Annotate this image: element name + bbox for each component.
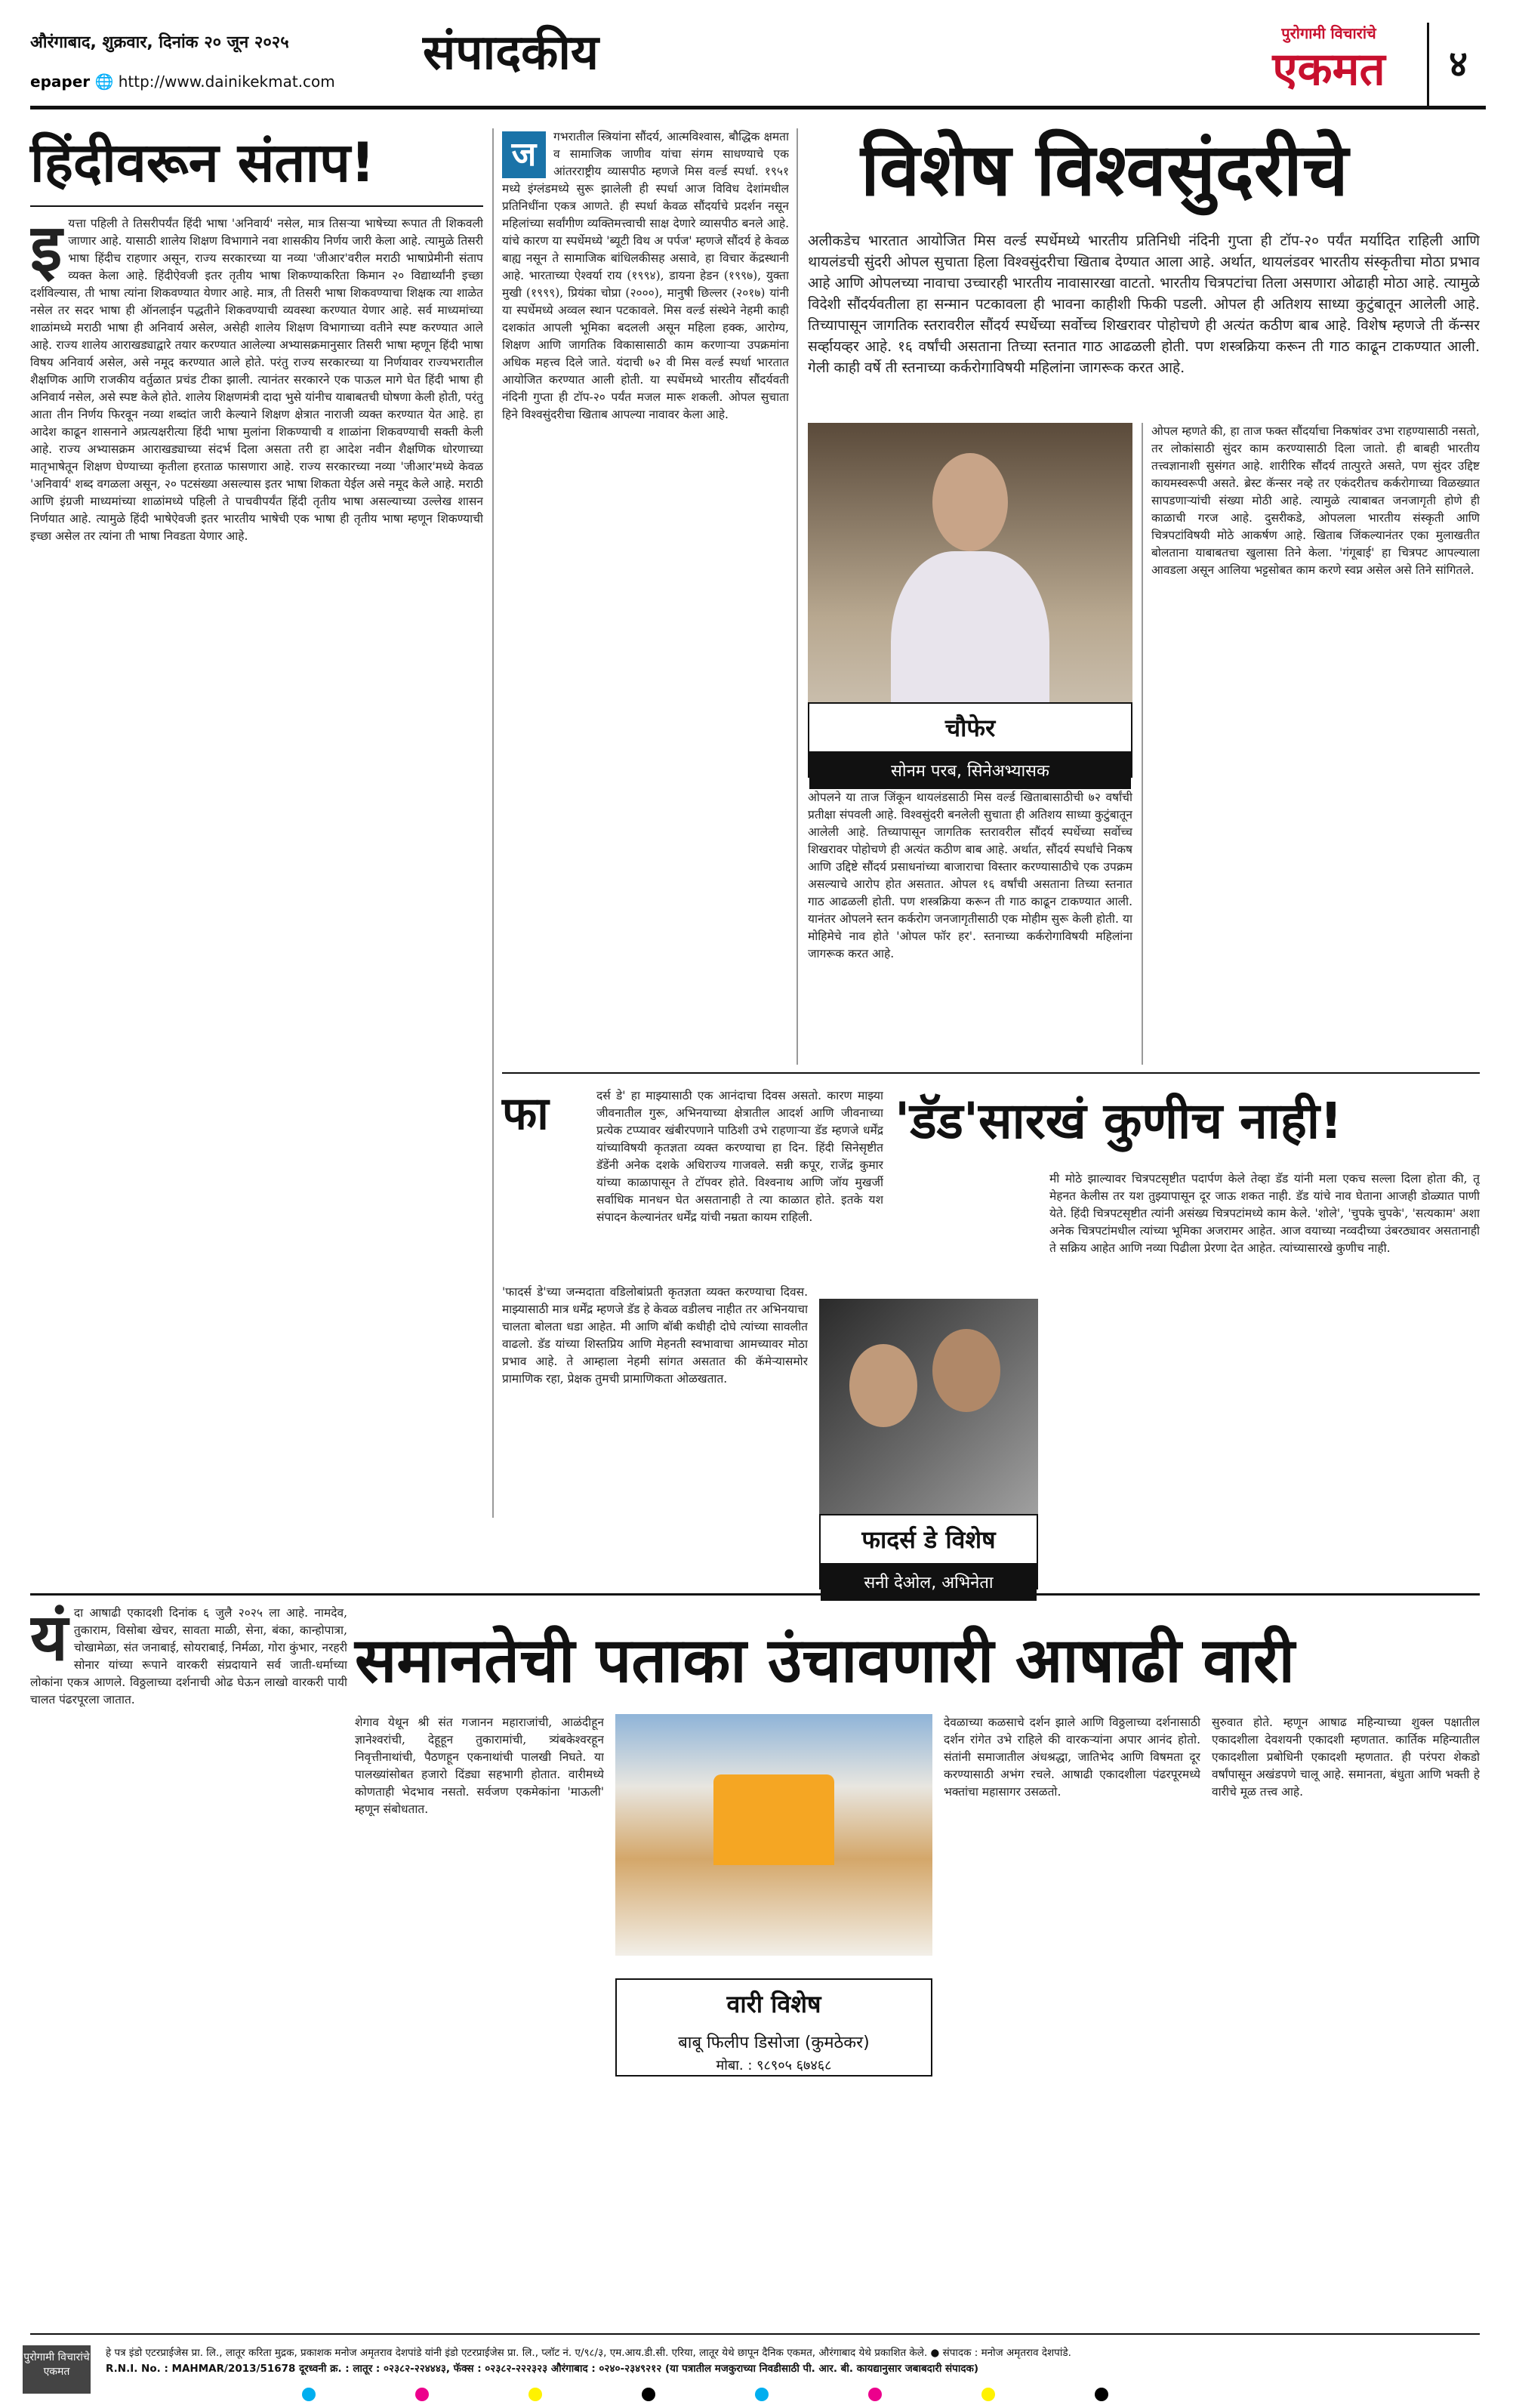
column-divider xyxy=(797,128,798,1065)
page-number: ४ xyxy=(1427,23,1487,106)
headline-fathers-day: 'डॅड'सारखं कुणीच नाही! xyxy=(895,1092,1343,1150)
caption-wari xyxy=(615,1978,932,2077)
section-divider xyxy=(30,1593,1480,1596)
imprint-line2: R.N.I. No. : MAHMAR/2013/51678 दूरध्वनी क्र. : लातूर : ०२३८२-२२४४४३, फॅक्स : ०२३८२-२२२३२३ औरंगाबाद : ०२४०-२३४९२१२ (या पत्रातील मजकुराच्या निवडीसाठी पी. आर. बी. कायद्यानुसार जबाबदारी संपादक) xyxy=(106,2363,979,2375)
dropcap: यं xyxy=(30,1605,68,1676)
masthead-logo xyxy=(1238,23,1419,106)
caption-chaufer xyxy=(808,702,1132,781)
article-hindi-body xyxy=(30,215,483,1529)
article-text: गभरातील स्त्रियांना सौंदर्य, आत्मविश्वास, बौद्धिक क्षमता व सामाजिक जाणीव यांचा संगम साधण्याचे एक आंतरराष्ट्रीय व्यासपीठ म्हणजे मिस वर्ल्ड स्पर्धा. १९५१ मध्ये इंग्लंडमध्ये सुरू झालेली ही स्पर्धा आज विविध देशांमधील प्रतिनिधींना एकत्र आणते. ही स्पर्धा केवळ सौंदर्याचे प्रदर्शन नसून महिलांच्या सर्वांगीण व्यक्तिमत्त्वाची साक्ष देणारे व्यासपीठ बनले आहे. यांचे कारण या स्पर्धेमध्ये 'ब्यूटी विथ अ पर्पज' म्हणजे सौंदर्य हे केवळ बाह्य नसून ते सामाजिक बांधिलकीसह असावे, हा विचार केंद्रस्थानी आहे. भारताच्या ऐश्वर्या राय (१९९४), डायना हेडन (१९९७), युक्ता मुखी (१९९९), प्रियंका चोप्रा (२०००), मानुषी छिल्लर (२०१७) यांनी या स्पर्धेमध्ये अव्वल स्थान पटकावले. मिस वर्ल्ड संस्थेने नेहमी काही दशकांत आपली भूमिका बदलली असून महिला हक्क, आरोग्य, शिक्षण आणि जागतिक विकासासाठी काम करणाऱ्या उपक्रमांना अधिक महत्त्व दिले जाते. यंदाची ७२ वी मिस वर्ल्ड स्पर्धा भारतात आयोजित करण्यात आली होती. या स्पर्धेमध्ये भारतीय सौंदर्यवती नंदिनी गुप्ता ही टॉप-२० पर्यंत मजल मारू शकली. ओपल सुचाता हिने विश्वसुंदरीचा खिताब आपल्या नावावर केला आहे. xyxy=(502,130,789,421)
fathers-col-right: मी मोठे झाल्यावर चित्रपटसृष्टीत पदार्पण केले तेव्हा डॅड यांनी मला एकच सल्ला दिला होता की, तू मेहनत केलीस तर यश तुझ्यापासून दूर जाऊ शकत नाही. डॅड यांचे नाव घेताना आजही डोळ्यात पाणी येते. हिंदी चित्रपटसृष्टीत त्यांनी असंख्य चित्रपटांमध्ये काम केले. 'शोले', 'चुपके चुपके', 'सत्यकाम' अशा अनेक चित्रपटांमधील त्यांच्या भूमिका अजरामर आहेत. आज वयाच्या नव्वदीच्या उंबरठ्यावर असतानाही ते सक्रिय आहेत आणि नव्या पिढीला प्रेरणा देत आहेत. त्यांच्यासारखे कुणीच नाही. xyxy=(1049,1172,1480,1255)
registration-swatch xyxy=(415,2388,429,2401)
registration-swatch xyxy=(1095,2388,1108,2401)
article-text: दा आषाढी एकादशी दिनांक ६ जुलै २०२५ ला आहे. नामदेव, तुकाराम, विसोबा खेचर, सावता माळी, सेना, बंका, कान्होपात्रा, चोखामेळा, संत जनाबाई, सोयराबाई, निर्मळा, गोरा कुंभार, नरहरी सोनार यांच्या रूपाने वारकरी संप्रदायाने सर्व जाती-धर्माच्या लोकांना एकत्र आणले. विठ्ठलाच्या दर्शनाची ओढ घेऊन लाखो वारकरी पायी चालत पंढरपूरला जातात. xyxy=(30,1606,347,1707)
url-text[interactable]: http://www.dainikekmat.com xyxy=(118,72,335,91)
headline-hindi: हिंदीवरून संताप! xyxy=(30,131,375,194)
registration-swatch xyxy=(642,2388,655,2401)
logo-name: एकमत xyxy=(1272,43,1385,96)
section-title: संपादकीय xyxy=(423,25,599,81)
fathers-col-left: 'फादर्स डे'च्या जन्मदाता वडिलोबांप्रती कृतज्ञता व्यक्त करण्याचा दिवस. माझ्यासाठी मात्र धर्मेंद्र म्हणजे डॅड हे केवळ वडीलच नाहीत तर अभिनयाचा चालता बोलता धडा आहेत. मी आणि बॉबी कधीही दोघे त्यांच्या सावलीत वाढलो. डॅड यांच्या शिस्तप्रिय आणि मेहनती स्वभावाचा आमच्यावर मोठा प्रभाव आहे. ते आम्हाला नेहमी सांगत असतात की कॅमेऱ्यासमोर प्रामाणिक रहा, प्रेक्षक तुमची प्रामाणिकता ओळखतात. xyxy=(502,1285,808,1386)
wari-photo xyxy=(615,1714,932,1956)
print-registration-marks xyxy=(302,2388,1208,2403)
caption-title: चौफेर xyxy=(944,714,996,742)
registration-swatch xyxy=(528,2388,542,2401)
caption-title: फादर्स डे विशेष xyxy=(861,1525,996,1554)
caption-name: सनी देओल, अभिनेता xyxy=(821,1563,1037,1601)
quote-mark: फा xyxy=(502,1087,549,1140)
caption-name: बाबू फिलीप डिसोजा (कुमठेकर) xyxy=(617,2027,931,2056)
dropcap: इ xyxy=(30,215,63,286)
feature-lead: अलीकडेच भारतात आयोजित मिस वर्ल्ड स्पर्धेमध्ये भारतीय प्रतिनिधी नंदिनी गुप्ता ही टॉप-२० पर्यंत मर्यादित राहिली आणि थायलंडची सुंदरी ओपल सुचाता हिला विश्वसुंदरीचा खिताब देण्यात आला आहे. अर्थात, थायलंडवर भारतीय संस्कृतीचा मोठा प्रभाव आहे आणि ओपलच्या नावाचा उच्चारही भारतीय नावासारखा वाटतो. भारतीय चित्रपटांचा तिला असणारा ओढाही मोठा आहे. त्यामुळे विदेशी सौंदर्यवतीला हा सन्मान पटकावला ही भावना काहीशी फिकी पडली. ओपल ही अतिशय साध्या कुटुंबातून आलेली आहे. तिच्यापासून जागतिक स्तरावरील सौंदर्य स्पर्धेच्या सर्वोच्च शिखरावर पोहोचणे ही अत्यंत कठीण बाब आहे. विशेष म्हणजे ती कॅन्सर सर्व्हायव्हर आहे. १६ वर्षांची असताना तिच्या स्तनात गाठ आढळली होती. पण शस्त्रक्रिया करून ती गाठ काढून टाकण्यात आली. गेली काही वर्षे ती स्तनाच्या कर्करोगाविषयी महिलांना जागरूक करत आहे. xyxy=(808,233,1480,376)
boxcap: ज xyxy=(502,131,546,178)
header-divider xyxy=(30,106,1486,109)
article-text: यत्ता पहिली ते तिसरीपर्यंत हिंदी भाषा 'अनिवार्य' नसेल, मात्र तिसऱ्या भाषेच्या रूपात ती शिकवली जाणार आहे. यासाठी शालेय शिक्षण विभागाने नवा शासकीय निर्णय जारी केला आहे. त्यामुळे तिसरी भाषा हिंदीच राहणार असून, राज्य सरकारच्या या नव्या 'जीआर'वरील मराठी भाषाप्रेमीनी संताप व्यक्त केला आहे. हिंदीऐवजी इतर तृतीय भाषा शिकण्याकरिता किमान २० विद्यार्थ्यांनी इच्छा दर्शविल्यास, ती भाषा त्यांना शिकवण्यात येणार आहे. मात्र, ती तिसरी भाषा शिकवण्याचा शिक्षक त्या शाळेत नसेल तर सदर भाषा ही ऑनलाईन पद्धतीने शिकवण्याची व्यवस्था करण्यात येणार आहे. सर्व माध्यमांच्या शाळांमध्ये मराठी भाषा ही अनिवार्य असेल, असेही शालेय शिक्षण विभागाच्या वतीने स्पष्ट करण्यात आले आहे. राज्य शालेय आराखड्याद्वारे तयार करण्यात आलेल्या अभ्यासक्रमानुसार तिसरी भाषा म्हणून हिंदी भाषा विषय अनिवार्य असेल, असे नमूद करण्यात आले होते. परंतु राज्य सरकारच्या या निर्णयावर राज्यभरातील शैक्षणिक आणि राजकीय वर्तुळात प्रचंड टीका झाली. त्यानंतर सरकारने एक पाऊल मागे घेत हिंदी भाषा ही अनिवार्य नसेल, असे स्पष्ट केले होते. शालेय शिक्षणमंत्री दादा भुसे यांनीच याबाबतची घोषणा केली होती, परंतु आता तीन निर्णय फिरवून नव्या शब्दांत जारी केल्याने शिक्षण क्षेत्रात नाराजी व्यक्त करण्यात येत आहे. हा आदेश काढून शासनाने अप्रत्यक्षरीत्या हिंदी भाषा मुलांना शिकण्याची व शाळांना शिकवण्याची सक्ती केली आहे. राज्य अभ्यासक्रम आराखड्याच्या संदर्भ दिला असता तरी हा आदेश नवीन शैक्षणिक धोरणाच्या मातृभाषेतून शिक्षण घेण्याच्या कृतीला हरताळ फासणारा आहे. राज्य सरकारच्या नव्या 'जीआर'मध्ये केवळ 'अनिवार्य' शब्द वगळला असून, २० पटसंख्या असल्यास इतर भाषा शिकता येईल असे नमूद केले आहे. मराठी आणि इंग्रजी माध्यमांच्या शाळांमध्ये पहिली ते पाचवीपर्यंत हिंदी तृतीय भाषा असल्याच्या उल्लेख शासन निर्णयात आहे. त्यामुळे हिंदी भाषेऐवजी इतर भारतीय भाषेची एक भाषा ही तृतीय भाषा म्हणून शिकण्याची इच्छा असेल तर त्यांना ती भाषा निवडता येणार आहे. xyxy=(30,217,483,543)
wari-col3: देवळाच्या कळसाचे दर्शन झाले आणि विठ्ठलाच्या दर्शनासाठी दर्शन रांगेत उभे राहिले की वारकऱ्यांना अपार आनंद होतो. संतांनी समाजातील अंधश्रद्धा, जातिभेद आणि विषमता दूर करण्यासाठी अभंग रचले. आषाढी एकादशीला पंढरपूरमध्ये भक्तांचा महासागर उसळतो. xyxy=(944,1716,1200,1799)
column-divider xyxy=(492,128,494,1518)
caption-fathers-day xyxy=(819,1514,1038,1592)
registration-swatch xyxy=(302,2388,316,2401)
headline-missworld: विशेष विश्वसुंदरीचे xyxy=(861,128,1348,212)
headline-underline xyxy=(30,205,483,207)
wari-col4: सुरुवात होते. म्हणून आषाढ महिन्याच्या शुक्ल पक्षातील एकादशीला देवशयनी एकादशी म्हणतात. कार्तिक महिन्यातील एकादशीला प्रबोधिनी एकादशी म्हणतात. ही परंपरा शेकडो वर्षांपासून अखंडपणे चालू आहे. समानता, बंधुता आणि भक्ती हे वारीचे मूळ तत्त्व आहे. xyxy=(1212,1716,1480,1799)
caption-name: सोनम परब, सिनेअभ्यासक xyxy=(809,751,1131,789)
logo-tagline: पुरोगामी विचारांचे xyxy=(1281,24,1376,42)
date-line: औरंगाबाद, शुक्रवार, दिनांक २० जून २०२५ xyxy=(30,33,289,52)
footer-imprint xyxy=(106,2345,1487,2377)
wari-col1 xyxy=(30,1605,347,2322)
imprint-line1: हे पत्र इंडो एटरप्राईजेस प्रा. लि., लातूर करिता मुद्रक, प्रकाशक मनोज अमृतराव देशपांडे यांनी इंडो एटरप्राईजेस प्रा. लि., प्लॉट नं. ए/९८/३, एम.आय.डी.सी. एरिया, लातूर येथे छापून दैनिक एकमत, औरंगाबाद येथे प्रकाशित केले. ● संपादक : मनोज अमृतराव देशपांडे. xyxy=(106,2347,1071,2359)
caption-mobile: मोबा. : ९८९०५ ६७४६८ xyxy=(716,2058,832,2073)
registration-swatch xyxy=(755,2388,769,2401)
section-divider xyxy=(502,1072,1480,1074)
registration-swatch xyxy=(981,2388,995,2401)
epaper-url[interactable] xyxy=(30,72,408,91)
header-left xyxy=(30,30,408,91)
globe-icon: 🌐 xyxy=(94,72,114,91)
registration-swatch xyxy=(868,2388,882,2401)
epaper-label: epaper xyxy=(30,72,91,91)
article-missworld-body xyxy=(502,128,789,1034)
wari-col2: शेगाव येथून श्री संत गजानन महाराजांची, आळंदीहून ज्ञानेश्वरांची, देहूहून तुकारामांची, त्र्यंबकेश्वरहून निवृत्तीनाथांची, पैठणहून एकनाथांची पालखी निघते. या पालख्यांसोबत हजारो दिंड्या सहभागी होतात. वारीमध्ये कोणताही भेदभाव नसतो. सर्वजण एकमेकांना 'माऊली' म्हणून संबोधतात. xyxy=(355,1716,604,1816)
column-divider xyxy=(1142,423,1143,1065)
feature-col-far-right: ओपल म्हणते की, हा ताज फक्त सौंदर्याचा निकषांवर उभा राहण्यासाठी नसतो, तर लोकांसाठी सुंदर काम करण्यासाठी दिला जातो. ही बाबही भारतीय तत्त्वज्ञानाशी सुसंगत आहे. शारीरिक सौंदर्य तात्पुरते असते, पण सुंदर उद्दिष्ट कायमस्वरूपी असते. ब्रेस्ट कॅन्सर नव्हे तर एकंदरीतच कर्करोगाच्या विळख्यात सापडणाऱ्यांची संख्या मोठी आहे. त्यामुळे त्याबाबत जनजागृती होणे ही काळाची गरज आहे. दुसरीकडे, ओपलला भारतीय संस्कृती आणि चित्रपटांविषयी मोठे आकर्षण आहे. खिताब जिंकल्यानंतर एका मुलाखतीत बोलताना याबाबतचा खुलासा तिने केला. 'गंगूबाई' हा चित्रपट आपल्याला आवडला असून आलिया भट्टसोबत काम करणे स्वप्न असेल असे तिने सांगितले. xyxy=(1151,424,1480,577)
footer-logo: पुरोगामी विचारांचे एकमत xyxy=(23,2345,91,2394)
footer-divider xyxy=(30,2333,1480,2335)
feature-col-middle: ओपलने या ताज जिंकून थायलंडसाठी मिस वर्ल्ड खिताबासाठीची ७२ वर्षांची प्रतीक्षा संपवली आहे. विश्वसुंदरी बनलेली सुचाता ही अतिशय साध्या कुटुंबातून आलेली आहे. तिच्यापासून जागतिक स्तरावरील सौंदर्य स्पर्धेच्या सर्वोच्च शिखरावर पोहोचणे ही अत्यंत कठीण बाब आहे. अर्थात, सौंदर्य स्पर्धांचे निकष आणि उद्दिष्टे सौंदर्य प्रसाधनांच्या बाजाराचा विस्तार करण्यासाठीचे एक उपक्रम असल्याचे आरोप होत असतात. ओपल १६ वर्षांची असताना तिच्या स्तनात गाठ आढळली होती. पण शस्त्रक्रिया करून ती गाठ काढून टाकण्यात आली. यानंतर ओपलने स्तन कर्करोग जनजागृतीसाठी एक मोहीम सुरू केली होती. या मोहिमेचे नाव होते 'ओपल फॉर हर'. स्तनाच्या कर्करोगाविषयी महिलांना जागरूक करत आहे. xyxy=(808,791,1132,960)
caption-title: वारी विशेष xyxy=(726,1990,821,2018)
headline-wari: समानतेची पताका उंचावणारी आषाढी वारी xyxy=(355,1625,1295,1697)
fathers-intro: दर्स डे' हा माझ्यासाठी एक आनंदाचा दिवस असतो. कारण माझ्या जीवनातील गुरू, अभिनयाच्या क्षेत्रातील आदर्श आणि जीवनाच्या प्रत्येक टप्प्यावर खंबीरपणाने पाठिशी उभे राहणाऱ्या डॅड म्हणजे धर्मेंद्र यांच्याविषयी कृतज्ञता व्यक्त करण्याचा हा दिन. हिंदी सिनेसृष्टीत डॅडेंनी अनेक दशके अधिराज्य गाजवले. सन्नी कपूर, राजेंद्र कुमार यांच्या काळापासून ते टॉपवर होते. विश्वनाथ आणि जॉय मुखर्जी सर्वाधिक मानधन घेत असतानाही ते त्या काळात होते. इतके यश संपादन केल्यानंतर धर्मेंद्र यांची नम्रता कायम राहिली. xyxy=(596,1089,883,1224)
